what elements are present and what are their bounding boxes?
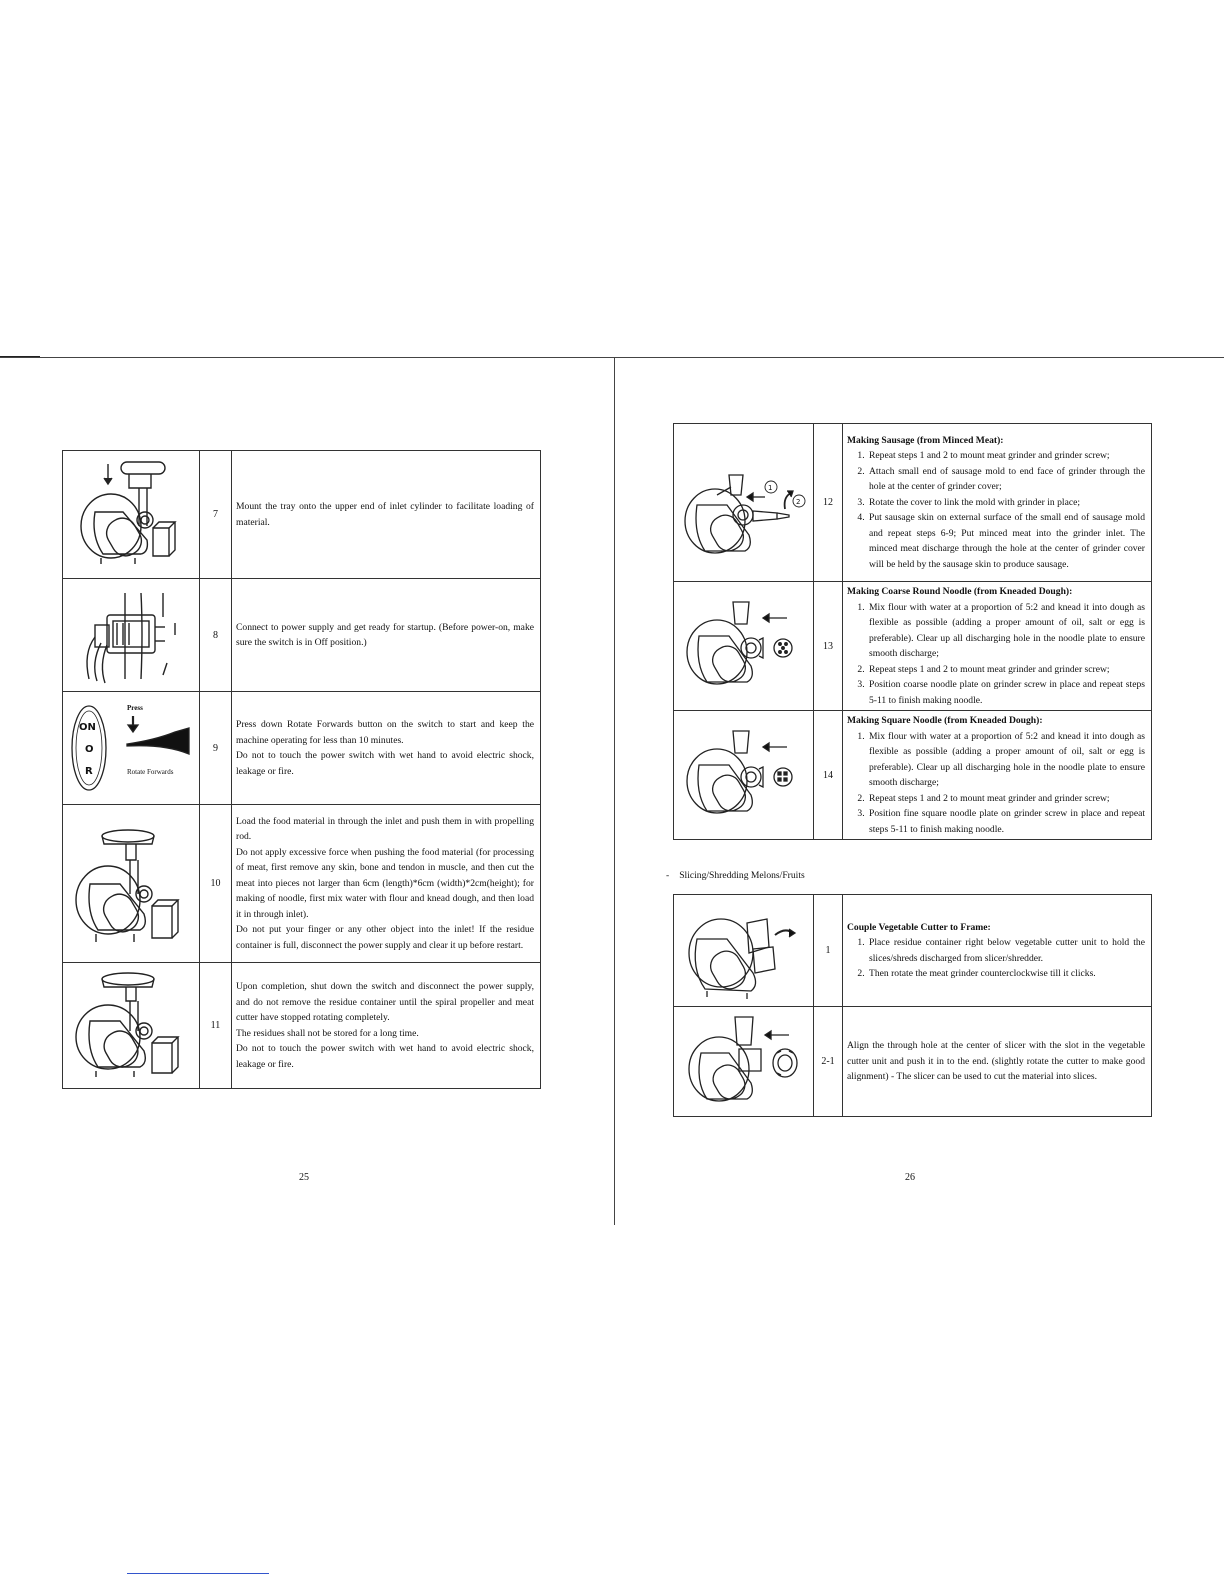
step-line: Align the through hole at the center of slicer with the slot in the vegetable cutter unit and push it in to the end. (slightly rotate the cutter to make good alignment) - The slicer can be used to cut the material into slices. bbox=[847, 1040, 1145, 1083]
section-marker: - bbox=[666, 870, 670, 881]
completion-illustration bbox=[63, 963, 200, 1089]
slicer-illustration bbox=[674, 1007, 814, 1117]
table-row bbox=[674, 582, 1152, 711]
press-label: Press bbox=[127, 704, 143, 712]
step-line: Do not apply excessive force when pushing the food material (for processing of meat, first remove any skin, bone and tendon in muscle, and then cut the meat into pieces not larger than 6cm (length)*6cm (width)*2cm(height); for making of noodle, first mix water with flour and knead dough, and then load it in through inlet). bbox=[236, 846, 534, 920]
step-list bbox=[847, 600, 1145, 709]
list-item: 4. Put sausage skin on external surface of the small end of sausage mold and repeat steps 6-9; Put minced meat into the grinder inlet. The minced meat discharge through the hole at the center of grinder cover will be held by the sausage skin to produce sausage. bbox=[867, 510, 1145, 572]
step-list bbox=[847, 729, 1145, 838]
step-line: Do not to touch the power switch with wet hand to avoid electric shock, leakage or fire. bbox=[236, 1043, 534, 1070]
step-text bbox=[232, 805, 541, 963]
section-heading bbox=[666, 870, 805, 881]
right-steps-table bbox=[673, 423, 1152, 840]
step-text bbox=[843, 582, 1152, 711]
left-steps-table bbox=[62, 450, 541, 1089]
step-line: Press down Rotate Forwards button on the switch to start and keep the machine operating for less than 10 minutes. bbox=[236, 719, 534, 746]
table-row bbox=[674, 895, 1152, 1007]
step-number: 8 bbox=[200, 579, 232, 692]
tray-mount-illustration bbox=[63, 451, 200, 579]
step-title: Making Coarse Round Noodle (from Kneaded Dough): bbox=[847, 586, 1073, 597]
rotate-forwards-label: Rotate Forwards bbox=[127, 768, 174, 776]
step-number: 14 bbox=[814, 711, 843, 840]
bottom-rule bbox=[127, 1573, 269, 1574]
step-text bbox=[232, 579, 541, 692]
section-title: Slicing/Shredding Melons/Fruits bbox=[679, 870, 805, 881]
table-row bbox=[674, 711, 1152, 840]
table-row bbox=[63, 579, 541, 692]
list-item: 1. Mix flour with water at a proportion of 5:2 and knead it into dough as flexible as possible (adding a proper amount of oil, salt or egg is preferable). Clear up all discharging hole in the noodle plate to ensure smooth discharge; bbox=[867, 600, 1145, 662]
switch-on-label: ON bbox=[79, 722, 96, 733]
table-row bbox=[63, 805, 541, 963]
step-text bbox=[232, 692, 541, 805]
list-item: 2. Then rotate the meat grinder counterclockwise till it clicks. bbox=[867, 966, 1145, 982]
load-food-illustration bbox=[63, 805, 200, 963]
page-divider bbox=[614, 357, 615, 1225]
step-number: 12 bbox=[814, 424, 843, 582]
table-row bbox=[674, 424, 1152, 582]
vegetable-cutter-illustration bbox=[674, 895, 814, 1007]
step-text bbox=[843, 1007, 1152, 1117]
step-text bbox=[232, 451, 541, 579]
step-list bbox=[847, 448, 1145, 572]
svg-text:1: 1 bbox=[767, 483, 772, 492]
step-number: 1 bbox=[814, 895, 843, 1007]
list-item: 3. Position coarse noodle plate on grinder screw in place and repeat steps 5-11 to finish making noodle. bbox=[867, 677, 1145, 708]
step-line: Upon completion, shut down the switch and disconnect the power supply, and do not remove the residue container until the spiral propeller and meat cutter have stopped rotating completely. bbox=[236, 981, 534, 1023]
round-noodle-illustration bbox=[674, 582, 814, 711]
step-line: Mount the tray onto the upper end of inlet cylinder to facilitate loading of material. bbox=[236, 501, 534, 528]
page-number-left: 25 bbox=[299, 1172, 309, 1183]
step-text bbox=[843, 424, 1152, 582]
step-list bbox=[847, 935, 1145, 982]
step-number: 2-1 bbox=[814, 1007, 843, 1117]
step-number: 9 bbox=[200, 692, 232, 805]
step-number: 13 bbox=[814, 582, 843, 711]
step-line: Do not to touch the power switch with wet hand to avoid electric shock, leakage or fire. bbox=[236, 750, 534, 777]
table-row bbox=[63, 692, 541, 805]
slicer-steps-table bbox=[673, 894, 1152, 1117]
list-item: 2. Repeat steps 1 and 2 to mount meat grinder and grinder screw; bbox=[867, 791, 1145, 807]
step-line: Do not put your finger or any other object into the inlet! If the residue container is full, disconnect the power supply and clear it up before restart. bbox=[236, 924, 534, 951]
list-item: 1. Place residue container right below vegetable cutter unit to hold the slices/shreds discharged from slicer/shredder. bbox=[867, 935, 1145, 966]
page-number-right: 26 bbox=[905, 1172, 915, 1183]
list-item: 1. Repeat steps 1 and 2 to mount meat grinder and grinder screw; bbox=[867, 448, 1145, 464]
switch-o-label: O bbox=[85, 744, 94, 755]
step-text bbox=[843, 895, 1152, 1007]
power-plug-illustration bbox=[63, 579, 200, 692]
table-row bbox=[674, 1007, 1152, 1117]
step-line: Load the food material in through the inlet and push them in with propelling rod. bbox=[236, 815, 534, 843]
step-line: Connect to power supply and get ready for startup. (Before power-on, make sure the switch is in Off position.) bbox=[236, 621, 534, 648]
table-row bbox=[63, 963, 541, 1089]
step-number: 11 bbox=[200, 963, 232, 1089]
list-item: 1. Mix flour with water at a proportion of 5:2 and knead it into dough as flexible as possible (adding a proper amount of oil, salt or egg is preferable). Clear up all discharging hole in the noodle plate to ensure smooth discharge; bbox=[867, 729, 1145, 791]
step-number: 10 bbox=[200, 805, 232, 963]
step-text bbox=[232, 963, 541, 1089]
switch-r-label: R bbox=[85, 766, 93, 777]
step-title: Making Sausage (from Minced Meat): bbox=[847, 434, 1004, 446]
list-item: 3. Position fine square noodle plate on grinder screw in place and repeat steps 5-11 to finish making noodle. bbox=[867, 806, 1145, 837]
square-noodle-illustration bbox=[674, 711, 814, 840]
list-item: 2. Repeat steps 1 and 2 to mount meat grinder and grinder screw; bbox=[867, 662, 1145, 678]
svg-text:2: 2 bbox=[795, 497, 800, 506]
list-item: 2. Attach small end of sausage mold to end face of grinder through the hole at the center of grinder cover; bbox=[867, 464, 1145, 495]
step-text bbox=[843, 711, 1152, 840]
step-number: 7 bbox=[200, 451, 232, 579]
step-title: Couple Vegetable Cutter to Frame: bbox=[847, 921, 991, 933]
top-rule bbox=[0, 357, 1224, 358]
step-title: Making Square Noodle (from Kneaded Dough): bbox=[847, 715, 1043, 726]
table-row bbox=[63, 451, 541, 579]
step-line: The residues shall not be stored for a long time. bbox=[236, 1027, 419, 1039]
sausage-mold-illustration bbox=[674, 424, 814, 582]
switch-illustration bbox=[63, 692, 200, 805]
list-item: 3. Rotate the cover to link the mold with grinder in place; bbox=[867, 495, 1145, 511]
